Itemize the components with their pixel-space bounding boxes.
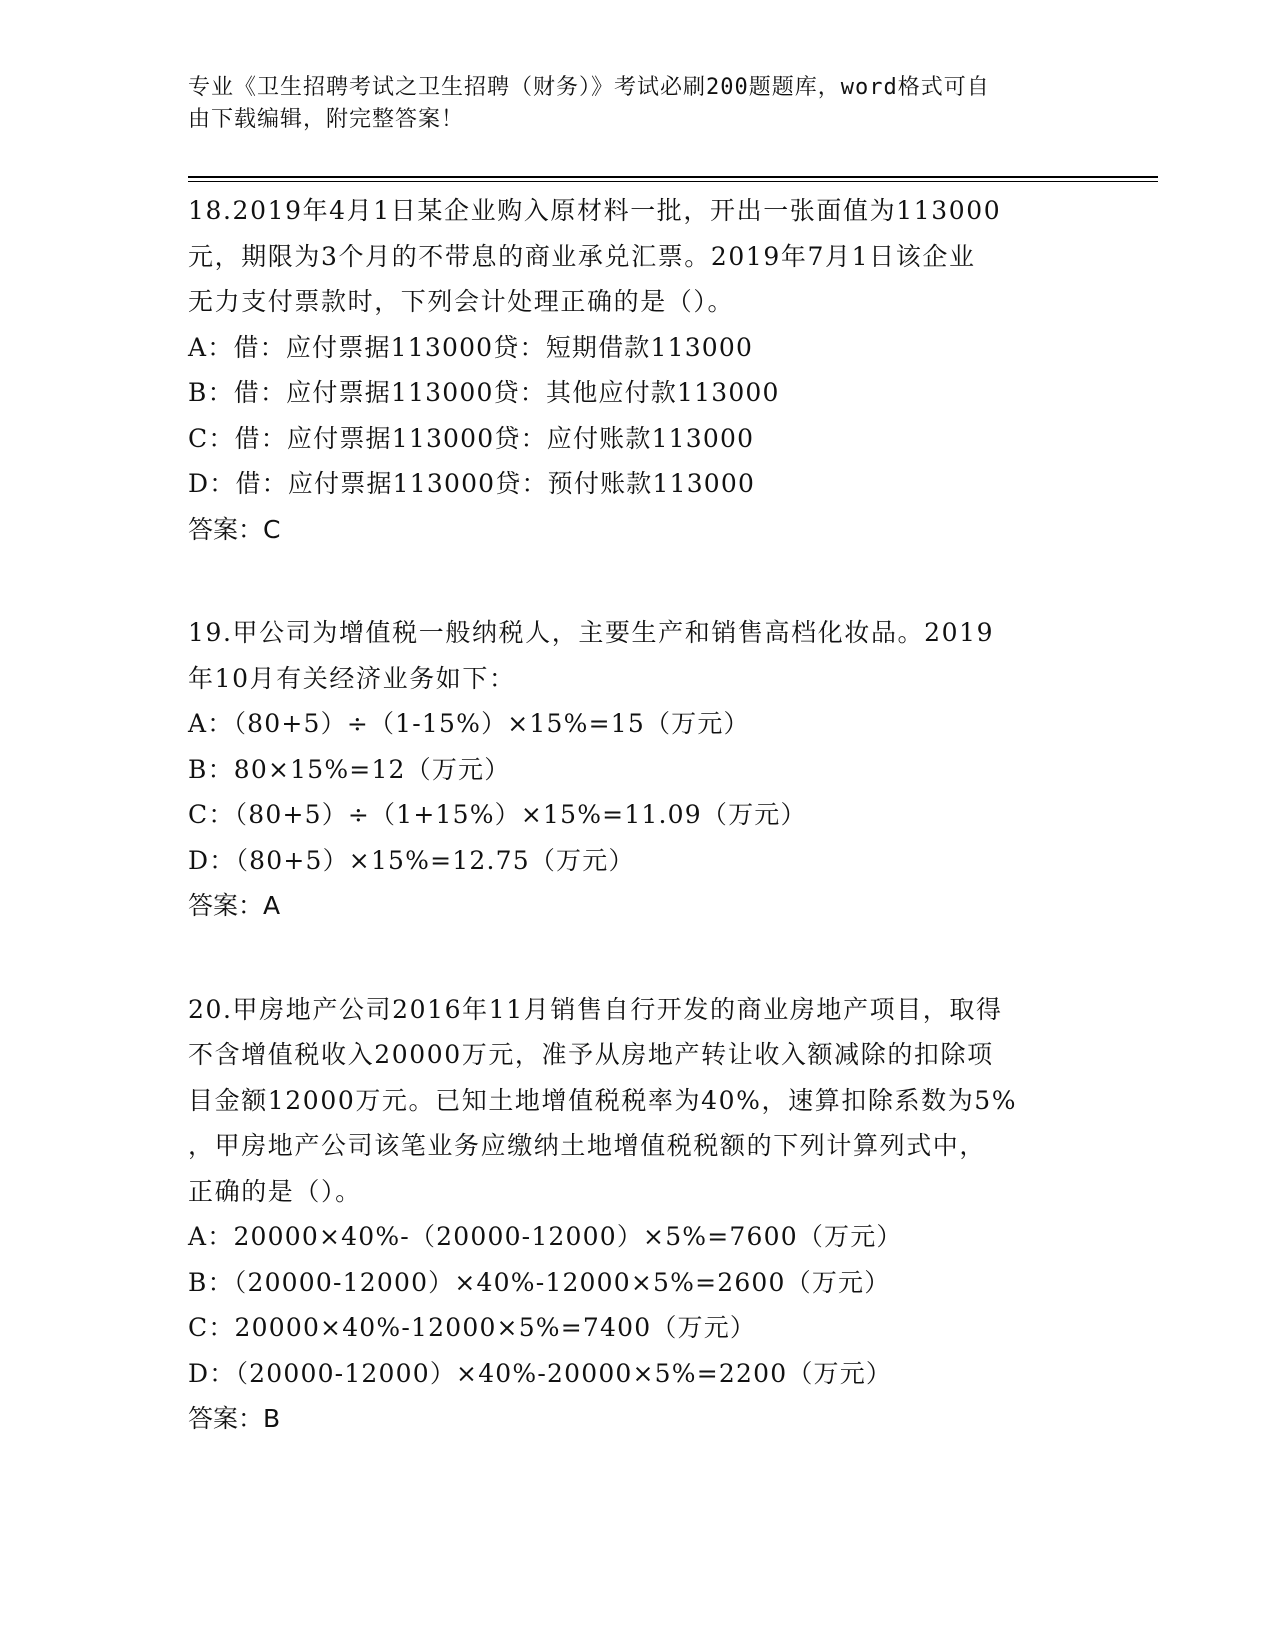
answer-line: 答案：B <box>188 1404 281 1433</box>
option-a: A：（80+5）÷（1-15%）×15%=15（万元） <box>188 709 750 738</box>
header-divider <box>188 176 1158 178</box>
question-18 <box>188 188 1088 552</box>
question-stem-line: 元，期限为3个月的不带息的商业承兑汇票。2019年7月1日该企业 <box>188 241 976 271</box>
question-stem-line: 19.甲公司为增值税一般纳税人，主要生产和销售高档化妆品。2019 <box>188 618 995 647</box>
option-d: D：（20000-12000）×40%-20000×5%=2200（万元） <box>188 1358 893 1388</box>
document-header <box>188 72 1068 136</box>
option-d: D：（80+5）×15%=12.75（万元） <box>188 845 635 875</box>
question-stem-line: ，甲房地产公司该笔业务应缴纳土地增值税税额的下列计算列式中， <box>188 1131 987 1160</box>
question-stem-line: 不含增值税收入20000万元，准予从房地产转让收入额减除的扣除项 <box>188 1040 994 1069</box>
option-c: C：借：应付票据113000贷：应付账款113000 <box>188 423 755 453</box>
question-list <box>188 188 1088 1500</box>
option-b: B：80×15%=12（万元） <box>188 754 511 784</box>
option-d: D：借：应付票据113000贷：预付账款113000 <box>188 469 756 498</box>
option-c: C：（80+5）÷（1+15%）×15%=11.09（万元） <box>188 800 807 829</box>
question-stem-line: 目金额12000万元。已知土地增值税税率为40%，速算扣除系数为5% <box>188 1085 1018 1115</box>
option-c: C：20000×40%-12000×5%=7400（万元） <box>188 1313 757 1342</box>
question-20 <box>188 987 1088 1442</box>
option-b: B：借：应付票据113000贷：其他应付款113000 <box>188 378 780 407</box>
option-a: A：20000×40%-（20000-12000）×5%=7600（万元） <box>188 1222 903 1251</box>
question-stem-line: 20.甲房地产公司2016年11月销售自行开发的商业房地产项目，取得 <box>188 994 1003 1024</box>
question-stem-line: 年10月有关经济业务如下： <box>188 663 516 693</box>
option-a: A：借：应付票据113000贷：短期借款113000 <box>188 332 754 362</box>
header-divider-thin <box>188 181 1158 182</box>
answer-line: 答案：A <box>188 891 281 920</box>
header-line-1: 专业《卫生招聘考试之卫生招聘（财务）》考试必刷200题题库，word格式可自 <box>188 75 990 100</box>
question-19 <box>188 610 1088 929</box>
question-stem-line: 正确的是（）。 <box>188 1176 362 1206</box>
header-line-2: 由下载编辑，附完整答案！ <box>188 107 465 132</box>
question-stem-line: 无力支付票款时，下列会计处理正确的是（）。 <box>188 287 735 316</box>
answer-line: 答案：C <box>188 514 281 544</box>
option-b: B：（20000-12000）×40%-12000×5%=2600（万元） <box>188 1267 891 1297</box>
question-stem-line: 18.2019年4月1日某企业购入原材料一批，开出一张面值为113000 <box>188 196 1002 225</box>
